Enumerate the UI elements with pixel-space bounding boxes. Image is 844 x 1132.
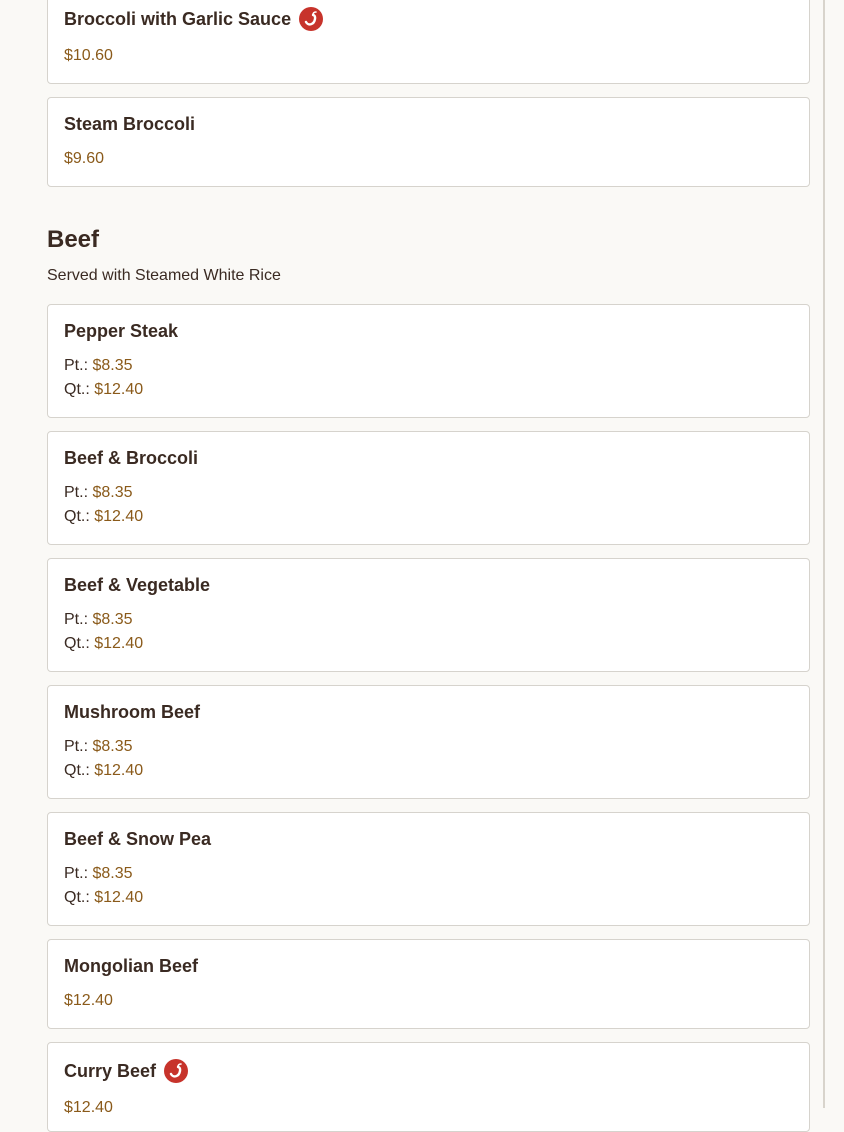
menu-item-name: Broccoli with Garlic Sauce: [64, 8, 292, 29]
quart-label: Qt.:: [64, 889, 90, 906]
chili-pepper-icon: [164, 1059, 188, 1083]
scroll-divider: [823, 0, 825, 1108]
menu-item-card[interactable]: [47, 0, 810, 84]
quart-price: $12.40: [94, 635, 144, 652]
menu-item-name: Beef & Vegetable: [64, 575, 211, 595]
quart-label: Qt.:: [64, 635, 90, 652]
pint-price: $8.35: [92, 484, 133, 501]
quart-price: $12.40: [94, 762, 144, 779]
menu-item-card[interactable]: [47, 812, 810, 926]
menu-item-card[interactable]: [47, 558, 810, 672]
quart-label: Qt.:: [64, 508, 90, 525]
menu-item-name: Mongolian Beef: [64, 956, 198, 976]
item-price: $10.60: [64, 47, 113, 64]
item-price: $12.40: [64, 992, 113, 1009]
section-title: Beef: [47, 226, 100, 253]
quart-price: $12.40: [94, 381, 144, 398]
menu-item-name: Pepper Steak: [64, 321, 179, 341]
menu-item-card[interactable]: [47, 685, 810, 799]
menu-item-name: Steam Broccoli: [64, 114, 196, 134]
pint-price: $8.35: [92, 738, 133, 755]
menu-item-card[interactable]: [47, 304, 810, 418]
quart-label: Qt.:: [64, 381, 90, 398]
quart-label: Qt.:: [64, 762, 90, 779]
menu-item-card[interactable]: [47, 1042, 810, 1132]
pint-label: Pt.:: [64, 484, 89, 501]
menu-item-name: Curry Beef: [64, 1060, 157, 1081]
quart-price: $12.40: [94, 508, 144, 525]
item-price: $9.60: [64, 150, 105, 167]
section-subtitle: Served with Steamed White Rice: [47, 267, 281, 284]
quart-price: $12.40: [94, 889, 144, 906]
pint-price: $8.35: [92, 865, 133, 882]
pint-label: Pt.:: [64, 865, 89, 882]
menu-item-name: Mushroom Beef: [64, 702, 201, 722]
pint-label: Pt.:: [64, 611, 89, 628]
pint-label: Pt.:: [64, 357, 89, 374]
menu-item-name: Beef & Broccoli: [64, 448, 199, 468]
item-price: $12.40: [64, 1099, 113, 1116]
pint-label: Pt.:: [64, 738, 89, 755]
menu-item-card[interactable]: [47, 97, 810, 187]
menu-item-card[interactable]: [47, 939, 810, 1029]
menu-item-name: Beef & Snow Pea: [64, 829, 212, 849]
pint-price: $8.35: [92, 357, 133, 374]
menu-item-card[interactable]: [47, 431, 810, 545]
pint-price: $8.35: [92, 611, 133, 628]
chili-pepper-icon: [299, 7, 323, 31]
